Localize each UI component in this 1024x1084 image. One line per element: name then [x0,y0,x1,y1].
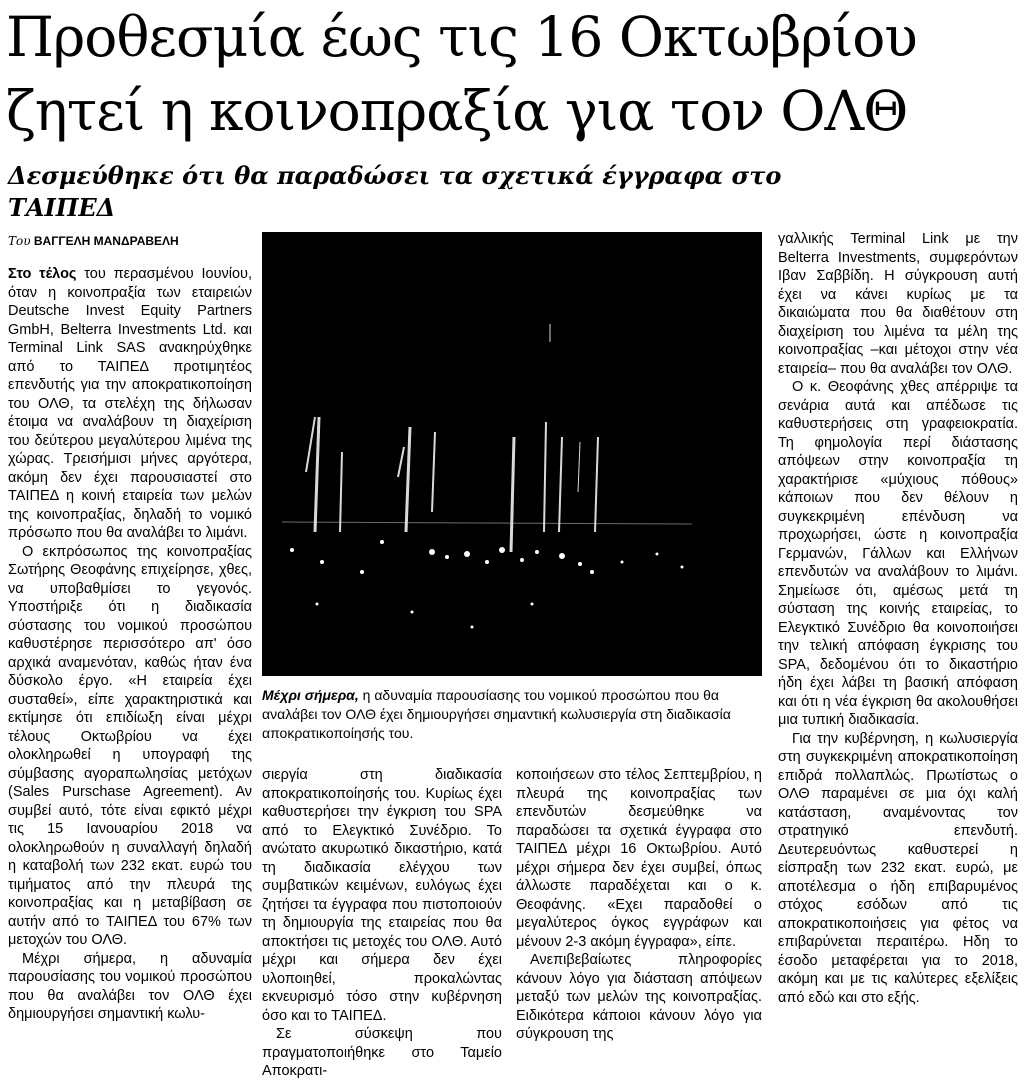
caption-lead: Μέχρι σήμερα, [262,687,359,703]
paragraph-text: του περασμένου Ιουνίου, όταν η κοινοπραξία των εταιρειών Deutsche Invest Equity Partners GmbH, Belterra Investments Ltd. και Terminal Link SAS ανακηρύχθηκε από το ΤΑΙΠΕΔ προτιμητέος επενδυτής για την αποκρατικοποίηση του ΟΛΘ, τα στελέχη της δήλωσαν έτοιμα να αναλάβουν τη διαχείριση του δεύτερου μεγαλύτερου λιμένα της χώρας. Τρεισήμισι μήνες αργότερα, ακόμη δεν έχει παρουσιαστεί στο ΤΑΙΠΕΔ η κοινή εταιρεία των μελών της κοινοπραξίας, δηλαδή το νομικό πρόσωπο που θα αναλάβει το λιμάνι. [8,266,252,541]
subheadline: Δεσμεύθηκε ότι θα παραδώσει τα σχετικά έγγραφα στο ΤΑΙΠΕΔ [8,161,782,222]
article-column-1 [8,265,252,1024]
paragraph: Για την κυβέρνηση, η κωλυσιεργία στη συγκεκριμένη αποκρατικοποίηση επιδρά πολλαπλώς. Πρωτίστως ο ΟΛΘ παραμένει σε μια όχι καλή κατάσταση, αναμένοντας τον στρατηγικό επενδυτή. Δευτερευόντως καθυστερεί η είσπραξη των 232 εκατ. ευρώ, με αποτέλεσμα ο ήδη επιβαρυμένος στόχος εσόδων από τις αποκρατικοποιήσεις για φέτος να επιβαρύνεται περαιτέρω. Ηδη το έσοδο μεταφέρεται για το 2018, ακόμη και με τις καλύτερες εξελίξεις από εδώ και στο εξής. [778,730,1018,1006]
article-column-4 [778,230,1018,1007]
paragraph: γαλλικής Terminal Link με την Belterra Investments, συμφερόντων Ιβαν Σαββίδη. Η σύγκρουση αυτή έχει να κάνει κυρίως με τα δικαιώματα που θα διαθέτουν στη διαχείριση του λιμένα τα μέλη της κοινοπραξίας –και μέτοχοι στην νέα εταιρεία– που θα αναλάβει τον ΟΛΘ. [778,231,1018,377]
author-name: ΒΑΓΓΕΛΗ ΜΑΝΔΡΑΒΕΛΗ [33,234,179,248]
paragraph [8,265,252,543]
article-column-3 [516,766,762,1044]
article-column-2 [262,766,502,1081]
byline [8,232,179,250]
paragraph: Ο κ. Θεοφάνης χθες απέρριψε τα σενάρια αυτά και απέδωσε τις καθυστερήσεις στη γραφειοκρατία. Τη φημολογία περί διάστασης απόψεων στην κοινοπραξία τη χαρακτήρισε «μύχιους πόθους» κάποιων που δεν θέλουν η συγκεκριμένη επένδυση να προχωρήσει, ώστε η κοινοπραξία Γερμανών, Γάλλων και Ελλήνων επενδυτών να αναλάβουν το λιμάνι. Σημείωσε ότι, αμέσως μετά τη σύσταση της κοινής εταιρείας, το Ελεγκτικό Συνέδριο θα κοινοποιήσει την τελική απόφαση έγκρισης του SPA, δεδομένου ότι το δικαστήριο ήδη έχει λάβει τη βασική απόφαση και ότι η νέα έγκριση θα ακολουθήσει μια τυπική διαδικασία. [778,379,1018,728]
paragraph: κοποιήσεων στο τέλος Σεπτεμβρίου, η πλευρά της κοινοπραξίας των επενδυτών δεσμεύθηκε να παραδώσει τα σχετικά έγγραφα στο ΤΑΙΠΕΔ μέχρι 16 Οκτωβρίου. Αυτό μέχρι σήμερα δεν έχει συμβεί, όπως άλλωστε παραδέχεται και ο κ. Θεοφάνης. «Εχει παραδοθεί ο μεγαλύτερος όγκος εγγράφων και μένουν 2-3 ακόμη έγγραφα», είπε. [516,767,762,950]
photo-graphic [262,232,762,676]
paragraph: σιεργία στη διαδικασία αποκρατικοποίησής του. Κυρίως έχει καθυστερήσει την έγκριση του SPA από το Ελεγκτικό Συνέδριο. Το ανώτατο ακυρωτικό δικαστήριο, κατά τη διαδικασία ελέγχου των συμβατικών κειμένων, ευλόγως έχει ζητήσει τα έγγραφα που πιστοποιούν τη δημιουργία της εταιρείας που θα αποκτήσει τις μετοχές του ΟΛΘ. Αυτό μέχρι και σήμερα δεν έχει υλοποιηθεί, προκαλώντας εκνευρισμό τόσο στην κυβέρνηση όσο και το ΤΑΙΠΕΔ. [262,767,502,1024]
caption-text: η αδυναμία παρουσίασης του νομικού προσώπου που θα αναλάβει τον ΟΛΘ έχει δημιουργήσει σημαντική κωλυσιεργία στη διαδικασία αποκρατικοποίησής του. [262,687,731,741]
byline-prefix: Του [8,234,31,248]
paragraph: Ανεπιβεβαίωτες πληροφορίες κάνουν λόγο για διάσταση απόψεων μεταξύ των μελών της κοινοπραξίας. Ειδικότερα κάποιοι κάνουν λόγο για σύγκρουση της [516,952,762,1042]
lead-in: Στο τέλος [8,266,77,282]
paragraph: Σε σύσκεψη που πραγματοποιήθηκε στο Ταμείο Αποκρατι- [262,1026,502,1079]
headline: Προθεσμία έως τις 16 Οκτωβρίου ζητεί η κοινοπραξία για τον ΟΛΘ [6,5,917,143]
paragraph: Μέχρι σήμερα, η αδυναμία παρουσίασης του νομικού προσώπου που θα αναλάβει τον ΟΛΘ έχει δημιουργήσει σημαντική κωλυ- [8,950,252,1022]
paragraph: Ο εκπρόσωπος της κοινοπραξίας Σωτήρης Θεοφάνης επιχείρησε, χθες, να υποβαθμίσει το γεγονός. Υποστήριξε ότι η διαδικασία σύστασης του νομικού προσώπου καθυστέρησε περισσότερο απ' όσο αρχικά αναμενόταν, καθώς ήταν ένα δύσκολο έργο. «Η εταιρεία έχει συσταθεί», είπε χαρακτηριστικά και εκτίμησε ότι επιδίωξη είναι μέχρι τέλους Οκτωβρίου να έχει ολοκληρωθεί η υπογραφή της σύμβασης αγοραπωλησίας μετόχων (Sales Purschase Agreement). Αν συμβεί αυτό, τότε είναι εφικτό μέχρι τις 15 Ιανουαρίου 2018 να ολοκληρωθούν η συναλλαγή δηλαδή η καταβολή των 232 εκατ. ευρώ του τιμήματος από την πλευρά της κοινοπραξίας και η μεταβίβαση σε αυτήν από το ΤΑΙΠΕΔ του 67% των μετοχών του ΟΛΘ. [8,543,252,948]
port-night-photo [262,232,762,676]
photo-caption [262,686,762,743]
